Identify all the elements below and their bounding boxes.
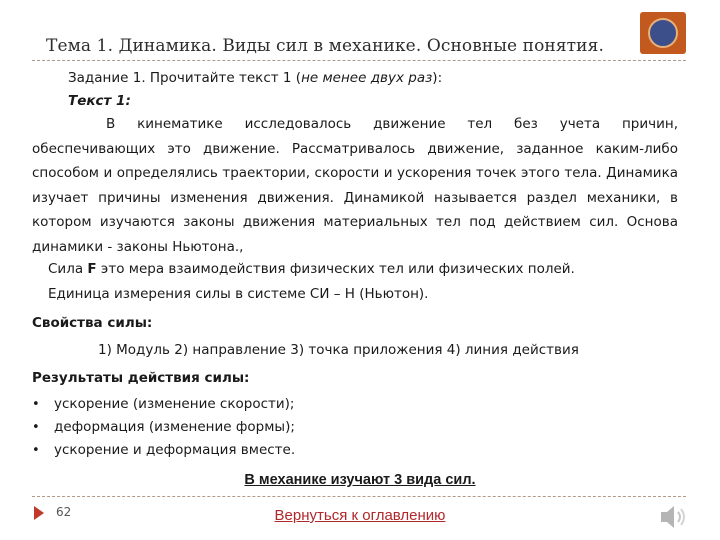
list-item-text: деформация (изменение формы); <box>54 419 295 435</box>
summary-statement: В механике изучают 3 вида сил. <box>244 472 476 488</box>
list-item <box>32 416 295 439</box>
force-prefix: Сила <box>48 261 88 277</box>
bottom-divider <box>32 496 686 497</box>
force-symbol: F <box>87 261 97 277</box>
task-instruction <box>68 66 442 91</box>
force-definition <box>48 257 575 282</box>
main-paragraph: В кинематике исследовалось движение тел без учета причин, обеспечивающих это движение. Рассматривалось движение, заданное каким-либо способом и определялись траектории, скорости и ускорения точек этого тела. Динамика изучает причины изменения движения. Динамикой называется раздел механики, в котором изучаются законы движения материальных тел под действием сил. Основа динамики - законы Ньютона., <box>32 116 678 255</box>
properties-heading: Свойства силы: <box>32 315 153 331</box>
logo-icon <box>640 12 686 54</box>
task-emphasis: не менее двух раз <box>301 70 433 86</box>
back-to-contents-link[interactable]: Вернуться к оглавлению <box>274 507 446 524</box>
list-item <box>32 393 295 416</box>
properties-list: 1) Модуль 2) направление 3) точка приложения 4) линия действия <box>98 342 579 358</box>
force-suffix: это мера взаимодействия физических тел или физических полей. <box>96 261 575 277</box>
list-item-text: ускорение (изменение скорости); <box>54 396 295 412</box>
bullet-icon: • <box>32 443 40 458</box>
results-list <box>32 393 295 462</box>
page-title: Тема 1. Динамика. Виды сил в механике. Основные понятия. <box>46 36 604 56</box>
list-item-text: ускорение и деформация вместе. <box>54 442 296 458</box>
top-divider <box>32 60 686 61</box>
results-heading: Результаты действия силы: <box>32 370 250 386</box>
task-prefix: Задание 1. Прочитайте текст 1 ( <box>68 70 302 86</box>
bullet-icon: • <box>32 420 40 435</box>
unit-definition: Единица измерения силы в системе СИ – Н (Ньютон). <box>48 286 429 302</box>
list-item <box>32 439 295 462</box>
speaker-icon[interactable] <box>656 500 690 534</box>
page-number: 62 <box>56 505 72 519</box>
task-suffix: ): <box>432 70 443 86</box>
bullet-icon: • <box>32 397 40 412</box>
text-label: Текст 1: <box>68 93 131 109</box>
